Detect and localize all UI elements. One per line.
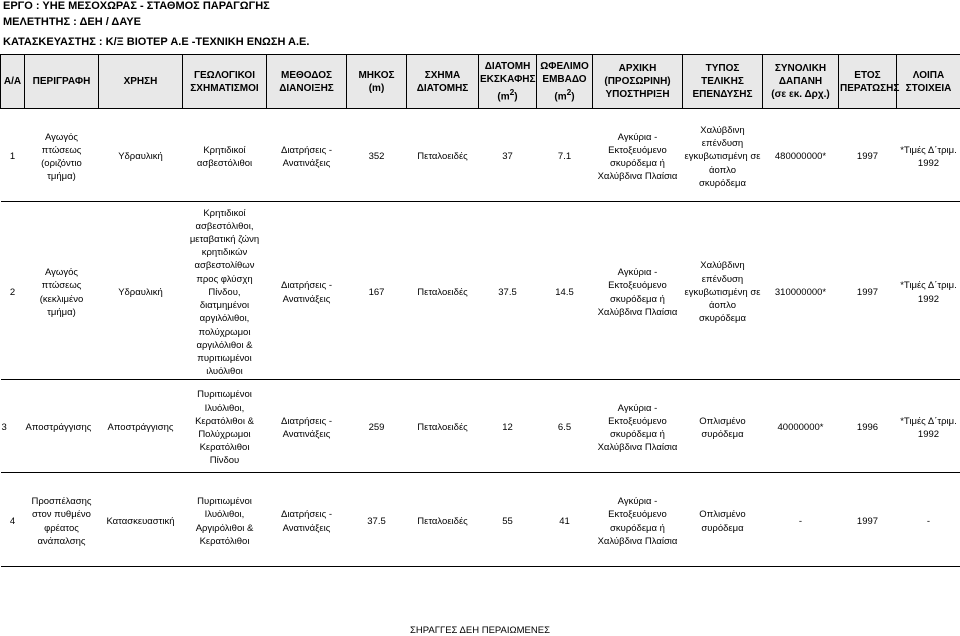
table-row	[1, 384, 960, 473]
designer-line: ΜΕΛΕΤΗΤΗΣ : ΔΕΗ / ΔΑΥΕ	[3, 16, 141, 29]
cell-typos: Οπλισμένο συρόδεμα	[683, 384, 763, 473]
cell-geologikoi: Πυριτιωμένοι Ιλυόλιθοι, Αργιρόλιθοι & Κερατόλιθοι	[183, 477, 267, 567]
footer-note: ΣΗΡΑΓΓΕΣ ΔΕΗ ΠΕΡΑΙΩΜΕΝΕΣ	[0, 625, 960, 636]
col-arxiki: ΑΡΧΙΚΗ (ΠΡΟΣΩΡΙΝΗ) ΥΠΟΣΤΗΡΙΞΗ	[593, 55, 683, 109]
cell-loipa: *Τιμές Δ΄τριμ. 1992	[897, 206, 960, 380]
tunnels-table	[0, 54, 960, 567]
col-mikos: ΜΗΚΟΣ (m)	[347, 55, 407, 109]
cell-arxiki: Αγκύρια - Εκτοξευόμενο σκυρόδεμα ή Χαλύβδινα Πλαίσια	[593, 384, 683, 473]
cell-methodos: Διατρήσεις - Ανατινάξεις	[267, 113, 347, 202]
cell-methodos: Διατρήσεις - Ανατινάξεις	[267, 206, 347, 380]
project-title: ΕΡΓΟ : ΥΗΕ ΜΕΣΟΧΩΡΑΣ - ΣΤΑΘΜΟΣ ΠΑΡΑΓΩΓΗΣ	[3, 0, 270, 13]
cell-mikos: 37.5	[347, 477, 407, 567]
cell-mikos: 259	[347, 384, 407, 473]
cell-aa: 1	[1, 113, 25, 202]
cell-methodos: Διατρήσεις - Ανατινάξεις	[267, 477, 347, 567]
col-etos: ΕΤΟΣ ΠΕΡΑΤΩΣΗΣ	[839, 55, 897, 109]
col-methodos: ΜΕΘΟΔΟΣ ΔΙΑΝΟΙΞΗΣ	[267, 55, 347, 109]
cell-geologikoi: Κρητιδικοί ασβεστόλιθοι, μεταβατική ζώνη κρητιδικών ασβεστολίθων προς φλύσχη Πίνδου, διατμημένοι αργιλόλιθοι, πολύχρωμοι αργιλόλιθοι & πυριτιωμένοι ιλυόλιθοι	[183, 206, 267, 380]
cell-etos: 1996	[839, 384, 897, 473]
cell-typos: Χαλύβδινη επένδυση εγκυβωτισμένη σε άοπλο σκυρόδεμα	[683, 206, 763, 380]
cell-arxiki: Αγκύρια - Εκτοξευόμενο σκυρόδεμα ή Χαλύβδινα Πλαίσια	[593, 206, 683, 380]
cell-xrisi: Υδραυλική	[99, 113, 183, 202]
col-diatomi: ΔΙΑΤΟΜΗ ΕΚΣΚΑΦΗΣ $(m^2)$	[479, 55, 537, 109]
cell-xrisi: Κατασκευαστική	[99, 477, 183, 567]
cell-perigrafi: Αποστράγγισης	[25, 384, 99, 473]
cell-ofelimo: 14.5	[537, 206, 593, 380]
cell-xrisi: Αποστράγγισης	[99, 384, 183, 473]
cell-etos: 1997	[839, 113, 897, 202]
col-xrisi: ΧΡΗΣΗ	[99, 55, 183, 109]
cell-ofelimo: 6.5	[537, 384, 593, 473]
table-row	[1, 477, 960, 567]
cell-etos: 1997	[839, 206, 897, 380]
cell-sxima: Πεταλοειδές	[407, 113, 479, 202]
cell-ofelimo: 7.1	[537, 113, 593, 202]
col-aa: Α/Α	[1, 55, 25, 109]
col-geologikoi: ΓΕΩΛΟΓΙΚΟΙ ΣΧΗΜΑΤΙΣΜΟΙ	[183, 55, 267, 109]
cell-perigrafi: Αγωγός πτώσεως (κεκλιμένο τμήμα)	[25, 206, 99, 380]
cell-diatomi: 37	[479, 113, 537, 202]
cell-xrisi: Υδραυλική	[99, 206, 183, 380]
cell-arxiki: Αγκύρια - Εκτοξευόμενο σκυρόδεμα ή Χαλύβδινα Πλαίσια	[593, 477, 683, 567]
cell-diatomi: 12	[479, 384, 537, 473]
col-dapani: ΣΥΝΟΛΙΚΗ ΔΑΠΑΝΗ (σε εκ. Δρχ.)	[763, 55, 839, 109]
cell-sxima: Πεταλοειδές	[407, 206, 479, 380]
cell-diatomi: 37.5	[479, 206, 537, 380]
contractor-line: ΚΑΤΑΣΚΕΥΑΣΤΗΣ : Κ/Ξ ΒΙΟΤΕΡ Α.Ε -ΤΕΧΝΙΚΗ ΕΝΩΣΗ Α.Ε.	[3, 36, 309, 49]
cell-perigrafi: Προσπέλασης στον πυθμένο φρέατος ανάπαλσης	[25, 477, 99, 567]
cell-dapani: -	[763, 477, 839, 567]
cell-loipa: -	[897, 477, 960, 567]
cell-mikos: 167	[347, 206, 407, 380]
header-row	[1, 55, 960, 109]
table-row	[1, 113, 960, 202]
cell-diatomi: 55	[479, 477, 537, 567]
cell-dapani: 480000000*	[763, 113, 839, 202]
table-row	[1, 206, 960, 380]
cell-sxima: Πεταλοειδές	[407, 384, 479, 473]
cell-arxiki: Αγκύρια - Εκτοξευόμενο σκυρόδεμα ή Χαλύβδινα Πλαίσια	[593, 113, 683, 202]
col-perigrafi: ΠΕΡΙΓΡΑΦΗ	[25, 55, 99, 109]
cell-methodos: Διατρήσεις - Ανατινάξεις	[267, 384, 347, 473]
cell-aa: 2	[1, 206, 25, 380]
col-sxima: ΣΧΗΜΑ ΔΙΑΤΟΜΗΣ	[407, 55, 479, 109]
cell-mikos: 352	[347, 113, 407, 202]
col-ofelimo: ΩΦΕΛΙΜΟ ΕΜΒΑΔΟ $(m^2)$	[537, 55, 593, 109]
cell-loipa: *Τιμές Δ΄τριμ. 1992	[897, 113, 960, 202]
cell-etos: 1997	[839, 477, 897, 567]
cell-typos: Χαλύβδινη επένδυση εγκυβωτισμένη σε άοπλο σκυρόδεμα	[683, 113, 763, 202]
cell-loipa: *Τιμές Δ΄τριμ. 1992	[897, 384, 960, 473]
cell-dapani: 310000000*	[763, 206, 839, 380]
cell-aa: 4	[1, 477, 25, 567]
cell-sxima: Πεταλοειδές	[407, 477, 479, 567]
cell-typos: Οπλισμένο συρόδεμα	[683, 477, 763, 567]
cell-dapani: 40000000*	[763, 384, 839, 473]
cell-perigrafi: Αγωγός πτώσεως (οριζόντιο τμήμα)	[25, 113, 99, 202]
cell-aa: 3	[1, 384, 25, 473]
col-typos: ΤΥΠΟΣ ΤΕΛΙΚΗΣ ΕΠΕΝΔΥΣΗΣ	[683, 55, 763, 109]
col-loipa: ΛΟΙΠΑ ΣΤΟΙΧΕΙΑ	[897, 55, 960, 109]
cell-ofelimo: 41	[537, 477, 593, 567]
cell-geologikoi: Κρητιδικοί ασβεστόλιθοι	[183, 113, 267, 202]
cell-geologikoi: Πυριτιωμένοι Ιλυόλιθοι, Κερατόλιθοι & Πολύχρωμοι Κερατόλιθοι Πίνδου	[183, 384, 267, 473]
